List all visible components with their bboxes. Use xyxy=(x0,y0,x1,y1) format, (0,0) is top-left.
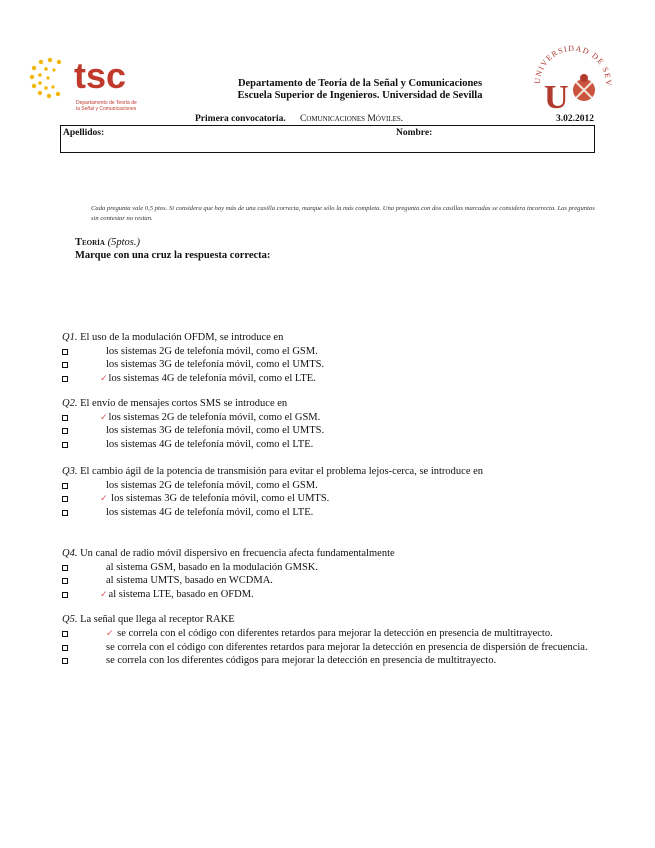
question-4 xyxy=(62,547,597,601)
answer-option[interactable] xyxy=(62,561,597,575)
checkbox[interactable] xyxy=(62,658,68,664)
checkbox[interactable] xyxy=(62,592,68,598)
question-text xyxy=(62,397,597,411)
question-2 xyxy=(62,397,597,451)
checkbox[interactable] xyxy=(62,428,68,434)
checkbox[interactable] xyxy=(62,631,68,637)
option-text: se correla con los diferentes códigos para mejorar la detección en presencia de multitrayecto. xyxy=(106,654,497,666)
question-statement: El cambio ágil de la potencia de transmisión para evitar el problema lejos-cerca, se introduce en xyxy=(80,466,484,477)
checkbox[interactable] xyxy=(62,442,68,448)
tsc-subtitle-line1: Departamento de Teoría de xyxy=(76,100,137,106)
checkmark-icon: ✓ xyxy=(106,628,114,639)
answer-option[interactable] xyxy=(62,627,597,641)
section-instruction: Marque con una cruz la respuesta correcta: xyxy=(75,250,271,261)
exam-date: 3.02.2012 xyxy=(556,114,594,124)
exam-instructions: Cada pregunta vale 0,5 ptos. Si considera que hay más de una casilla correcta, marque sólo la más completa. Una pregunta con dos casillas marcadas se considera incorrecta. Las preguntas sin contestar no restan. xyxy=(91,205,595,222)
seal-text: UNIVERSIDAD DE SEV xyxy=(532,43,614,87)
svg-text:UNIVERSIDAD DE SEVILLA xyxy=(528,40,613,87)
option-text: los sistemas 3G de telefonía móvil, como el UMTS. xyxy=(111,493,330,504)
option-text: los sistemas 2G de telefonía móvil, como el GSM. xyxy=(108,411,321,423)
checkbox[interactable] xyxy=(62,376,68,382)
university-seal-icon xyxy=(528,40,618,112)
tsc-subtitle xyxy=(76,100,146,112)
section-title-text: Teoría xyxy=(75,237,105,248)
department-name: Departamento de Teoría de la Señal y Comunicaciones xyxy=(237,78,483,89)
tsc-subtitle-line2: la Señal y Comunicaciones xyxy=(76,106,137,112)
checkbox[interactable] xyxy=(62,578,68,584)
question-statement: El uso de la modulación OFDM, se introduce en xyxy=(80,332,284,343)
section-points: (5ptos.) xyxy=(107,237,140,248)
answer-option[interactable] xyxy=(62,479,597,493)
school-name: Escuela Superior de Ingenieros. Universidad de Sevilla xyxy=(237,90,483,101)
tsc-wordmark: tsc xyxy=(74,55,127,96)
option-text: se correla con el código con diferentes retardos para mejorar la detección en presencia de dispersión de frecuencia. xyxy=(106,641,588,653)
answer-option[interactable] xyxy=(62,438,597,452)
question-1 xyxy=(62,331,597,385)
checkbox[interactable] xyxy=(62,565,68,571)
answer-option[interactable] xyxy=(62,411,597,425)
question-number: Q2. xyxy=(62,398,78,409)
option-text: al sistema LTE, basado en OFDM. xyxy=(108,588,254,600)
answer-option[interactable] xyxy=(62,654,597,667)
question-number: Q5. xyxy=(62,614,78,625)
question-text xyxy=(62,547,597,561)
answer-option[interactable] xyxy=(62,506,597,520)
svg-text:U: U xyxy=(544,79,569,112)
name-label: Nombre: xyxy=(396,128,433,138)
question-text xyxy=(62,465,597,479)
question-3 xyxy=(62,465,597,519)
question-text xyxy=(62,613,597,627)
option-text: los sistemas 4G de telefonía móvil, como el LTE. xyxy=(106,506,314,518)
question-number: Q1. xyxy=(62,332,78,343)
checkmark-icon: ✓ xyxy=(100,412,108,423)
option-text: se correla con el código con diferentes retardos para mejorar la detección en presencia de multitrayecto. xyxy=(117,627,553,639)
question-statement: Un canal de radio móvil dispersivo en frecuencia afecta fundamentalmente xyxy=(80,548,395,559)
checkbox[interactable] xyxy=(62,496,68,502)
question-statement: La señal que llega al receptor RAKE xyxy=(80,614,235,625)
checkbox[interactable] xyxy=(62,645,68,651)
checkmark-icon: ✓ xyxy=(100,373,108,384)
option-text: los sistemas 2G de telefonía móvil, como el GSM. xyxy=(106,479,318,491)
answer-option[interactable] xyxy=(62,372,597,386)
answer-option[interactable] xyxy=(62,641,597,654)
university-seal xyxy=(528,40,618,112)
option-text: al sistema GSM, basado en la modulación GMSK. xyxy=(106,561,319,573)
option-text: al sistema UMTS, basado en WCDMA. xyxy=(106,575,273,586)
tsc-dots-icon xyxy=(28,56,72,100)
subject-name: Comunicaciones Móviles. xyxy=(300,114,404,124)
answer-option[interactable] xyxy=(62,492,597,506)
checkmark-icon: ✓ xyxy=(100,494,108,504)
checkbox[interactable] xyxy=(62,349,68,355)
checkmark-icon: ✓ xyxy=(100,589,108,600)
option-text: los sistemas 3G de telefonía móvil, como el UMTS. xyxy=(106,359,325,370)
checkbox[interactable] xyxy=(62,362,68,368)
surname-label: Apellidos: xyxy=(63,128,105,138)
question-number: Q4. xyxy=(62,548,78,559)
question-statement: El envío de mensajes cortos SMS se introduce en xyxy=(80,398,288,409)
option-text: los sistemas 4G de telefonía móvil, como el LTE. xyxy=(108,372,316,384)
student-name-box[interactable] xyxy=(60,125,595,153)
answer-option[interactable] xyxy=(62,345,597,359)
option-text: los sistemas 2G de telefonía móvil, como el GSM. xyxy=(106,345,318,357)
answer-option[interactable] xyxy=(62,588,597,602)
answer-option[interactable] xyxy=(62,424,597,438)
section-title xyxy=(75,237,140,248)
answer-option[interactable] xyxy=(62,574,597,588)
answer-option[interactable] xyxy=(62,358,597,372)
option-text: los sistemas 4G de telefonía móvil, como el LTE. xyxy=(106,438,314,450)
checkbox[interactable] xyxy=(62,415,68,421)
tsc-logo xyxy=(28,52,140,118)
question-5 xyxy=(62,613,597,667)
checkbox[interactable] xyxy=(62,483,68,489)
convocatoria-label: Primera convocatoria. xyxy=(195,114,286,124)
question-number: Q3. xyxy=(62,466,78,477)
option-text: los sistemas 3G de telefonía móvil, como el UMTS. xyxy=(106,425,325,436)
question-text xyxy=(62,331,597,345)
checkbox[interactable] xyxy=(62,510,68,516)
